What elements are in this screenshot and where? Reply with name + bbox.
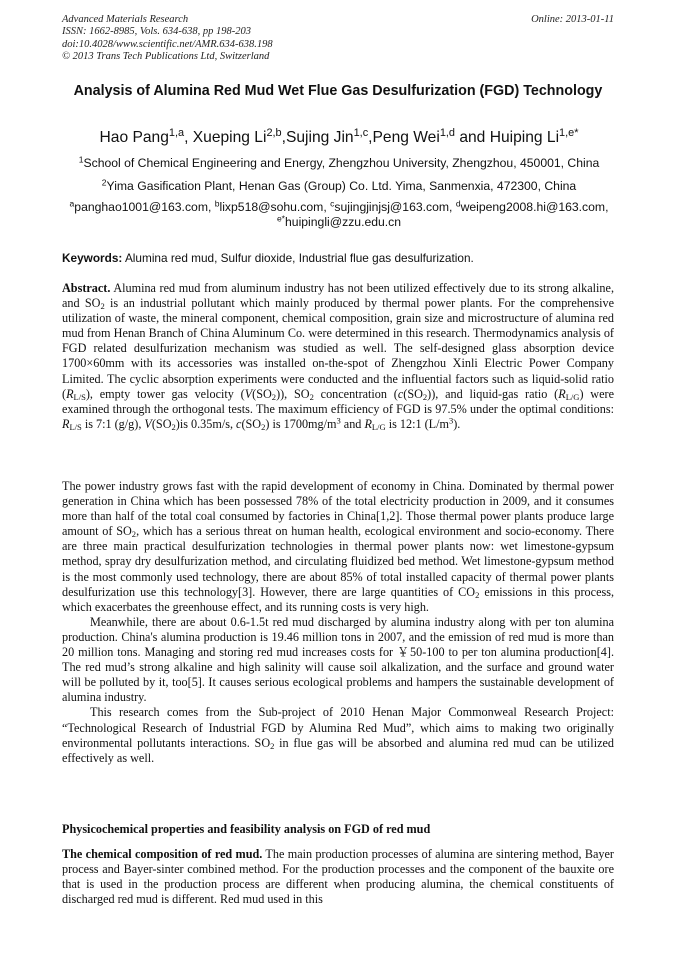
subscript: 2	[100, 301, 105, 312]
abstract-text: (SO	[403, 386, 423, 401]
abstract-text: )is 0.35m/s,	[175, 416, 237, 431]
email-sup: a	[69, 198, 75, 209]
subscript: L/G	[371, 421, 386, 432]
subsection-label: The chemical composition of red mud.	[62, 847, 263, 861]
abstract-text: (SO	[252, 386, 272, 401]
section-heading: Physicochemical properties and feasibility analysis on FGD of red mud	[62, 822, 431, 836]
email-sup: d	[455, 198, 461, 209]
email-line-1	[40, 200, 638, 215]
author-name: Hao Pang	[99, 129, 169, 146]
abstract-text: ) were examined through the orthogonal tests. The maximum efficiency of FGD is 97.5% under the optimal conditions:	[62, 386, 614, 416]
intro-paragraph-1	[62, 479, 614, 615]
symbol: R	[66, 386, 74, 401]
abstract-text: and	[340, 416, 365, 431]
journal-name: Advanced Materials Research	[62, 14, 189, 25]
abstract-text: (SO	[151, 416, 172, 431]
symbol: R	[62, 416, 70, 431]
subscript: 2	[422, 391, 428, 402]
keywords	[62, 251, 622, 266]
abstract-paragraph	[62, 281, 614, 432]
abstract-text: ).	[453, 416, 461, 431]
symbol: V	[244, 386, 253, 401]
intro-paragraph-2: Meanwhile, there are about 0.6-1.5t red mud discharged by alumina industry along with per ton alumina production. China's alumina production is 19.46 million tons in 2007, and the emission of red mud is more than 20 million tons. Managing and storing red mud increases costs for ￥50-100 to per ton alumina production[4]. The red mud’s strong alkaline and high salinity will cause soil alkalization, and the surface and ground water will be polluted by it, too[5]. It causes serious ecological problems and hampers the sustainable development of alumina industry.	[62, 614, 614, 705]
author-name: Huiping Li	[489, 129, 560, 146]
email-line-2	[40, 215, 638, 230]
abstract-text: is 12:1 (L/m	[385, 416, 449, 431]
subscript: 2	[261, 421, 266, 432]
author-sup: 1,a	[168, 127, 185, 139]
affiliation-text: Yima Gasification Plant, Henan Gas (Group) Co. Ltd. Yima, Sanmenxia, 472300, China	[106, 179, 577, 193]
paper-title: Analysis of Alumina Red Mud Wet Flue Gas Desulfurization (FGD) Technology	[73, 83, 603, 99]
body-text: , which has a serious threat on human health, ecological environment and socio-economy. There are three main practical desulfurization technologies in thermal power plants now: wet limestone-gypsum method, spray dry desulfurization method, and circulating fluidized bed method. Wet limestone-gypsum method is the most commonly used technology, there are about 85% of total installed capacity of thermal power plants desulfurization use this technology[3]. However, there are large quantities of CO	[62, 524, 614, 599]
email-d: weipeng2008.hi@163.com,	[460, 200, 609, 214]
email-c: sujingjinjsj@163.com,	[334, 200, 456, 214]
abstract-text: is 7:1 (g/g),	[81, 416, 145, 431]
author-name: Xueping Li	[192, 129, 267, 146]
author-sup: 2,b	[266, 127, 282, 139]
affiliation-1	[30, 156, 648, 171]
author-sep: ,	[184, 129, 193, 146]
chem-paragraph	[62, 847, 614, 907]
section-paragraph	[62, 847, 614, 907]
symbol: R	[558, 386, 566, 401]
subscript: L/S	[73, 391, 86, 402]
abstract	[62, 281, 614, 432]
subscript: 2	[475, 589, 480, 600]
author-name: Sujing Jin	[285, 129, 354, 146]
journal-header	[62, 14, 273, 63]
body-text: The main production processes of alumina are sintering method, Bayer process and Bayer-sinter combined method. For the production processes and the component of the bauxite ore that is used in the production process are different when producing alumina, the chemical constituents of discharged red mud is different. Red mud used in this	[62, 847, 614, 907]
superscript: 3	[448, 415, 454, 426]
symbol: c	[236, 416, 242, 431]
abstract-text: (SO	[241, 416, 262, 431]
abstract-text: )), and liquid-gas ratio (	[427, 386, 559, 401]
introduction	[62, 479, 614, 766]
abstract-text: is an industrial pollutant which mainly produced by thermal power plants. For the comprehensive utilization of waste, the mineral component, chemical composition, grain size and microstructure of alumina red mud from Henan Branch of China Aluminum Co. were determined in this research. Thermodynamics analysis of FGD related desulfurization mechanism was studied as well. The self-designed glass absorption device 1700×60mm with its accessories was installed on-the-spot of Zhengzhou Xinli Electric Power Company Limited. The cyclic absorption experiments were conducted and the influential factors such as liquid-solid ratio (	[62, 296, 614, 401]
email-sup: b	[214, 198, 220, 209]
subscript: 2	[171, 421, 176, 432]
author-sep: ,	[368, 129, 373, 146]
subscript: 2	[309, 391, 314, 402]
abstract-text: concentration (	[313, 386, 398, 401]
symbol: R	[364, 416, 372, 431]
abstract-text: ) is 1700mg/m	[265, 416, 337, 431]
superscript: 3	[336, 415, 341, 426]
email-a: panghao1001@163.com,	[74, 200, 215, 214]
body-text: in flue gas will be absorbed and alumina red mud can be utilized effectively as well.	[62, 735, 614, 765]
email-sup: c	[330, 198, 335, 209]
author-name: Peng Wei	[372, 129, 440, 146]
affiliation-sup: 1	[78, 154, 84, 165]
keywords-label: Keywords:	[62, 251, 123, 265]
doi-line: doi:10.4028/www.scientific.net/AMR.634-638.198	[62, 38, 273, 50]
author-list	[40, 128, 638, 148]
body-text: This research comes from the Sub-project of 2010 Henan Major Commonweal Research Project: “Technological Research of Industrial FGD by Alumina Red Mud”, which aims to making two originally environmental pollutants interactions. SO	[62, 705, 614, 750]
body-text: emissions in this process, which exacerbates the greenhouse effect, and its running costs is very high.	[62, 584, 615, 614]
email-e: huipingli@zzu.edu.cn	[285, 215, 402, 229]
issn-line: ISSN: 1662-8985, Vols. 634-638, pp 198-203	[62, 26, 251, 38]
affiliation-sup: 2	[101, 177, 107, 188]
author-sup: 1,c	[353, 127, 369, 139]
online-date: Online: 2013-01-11	[531, 14, 614, 25]
affiliation-text: School of Chemical Engineering and Energy, Zhengzhou University, Zhengzhou, 450001, China	[83, 156, 600, 170]
keywords-text: Alumina red mud, Sulfur dioxide, Industrial flue gas desulfurization.	[122, 251, 474, 265]
subscript: L/S	[69, 421, 82, 432]
author-sep: ,	[281, 129, 286, 146]
author-sup: 1,d	[439, 127, 455, 139]
subscript: 2	[270, 740, 275, 751]
author-emails	[40, 200, 638, 230]
author-sep: and	[455, 129, 490, 146]
email-sup: e*	[276, 213, 286, 224]
abstract-label: Abstract.	[62, 281, 111, 295]
author-sup: 1,e*	[559, 127, 579, 139]
intro-paragraph-3	[62, 705, 614, 765]
email-b: lixp518@sohu.com,	[219, 200, 331, 214]
subscript: 2	[131, 529, 137, 540]
copyright-line: © 2013 Trans Tech Publications Ltd, Switzerland	[62, 50, 270, 62]
subscript: 2	[271, 391, 277, 402]
affiliation-2	[30, 179, 648, 194]
abstract-text: Alumina red mud from aluminum industry has not been utilized effectively due to its strong alkaline, and SO	[62, 281, 614, 311]
symbol: c	[397, 386, 404, 401]
abstract-text: )), SO	[276, 386, 310, 401]
abstract-text: ), empty tower gas velocity (	[85, 386, 245, 401]
symbol: V	[144, 416, 152, 431]
subscript: L/G	[565, 391, 580, 402]
body-text: The power industry grows fast with the rapid development of economy in China. Dominated by thermal power generation in China which has been possessed 78% of the total electricity production in 2009, and it consumes more than half of the total coal consumed by factories in China[1,2]. Those thermal power plants produce large amount of SO	[62, 479, 614, 539]
